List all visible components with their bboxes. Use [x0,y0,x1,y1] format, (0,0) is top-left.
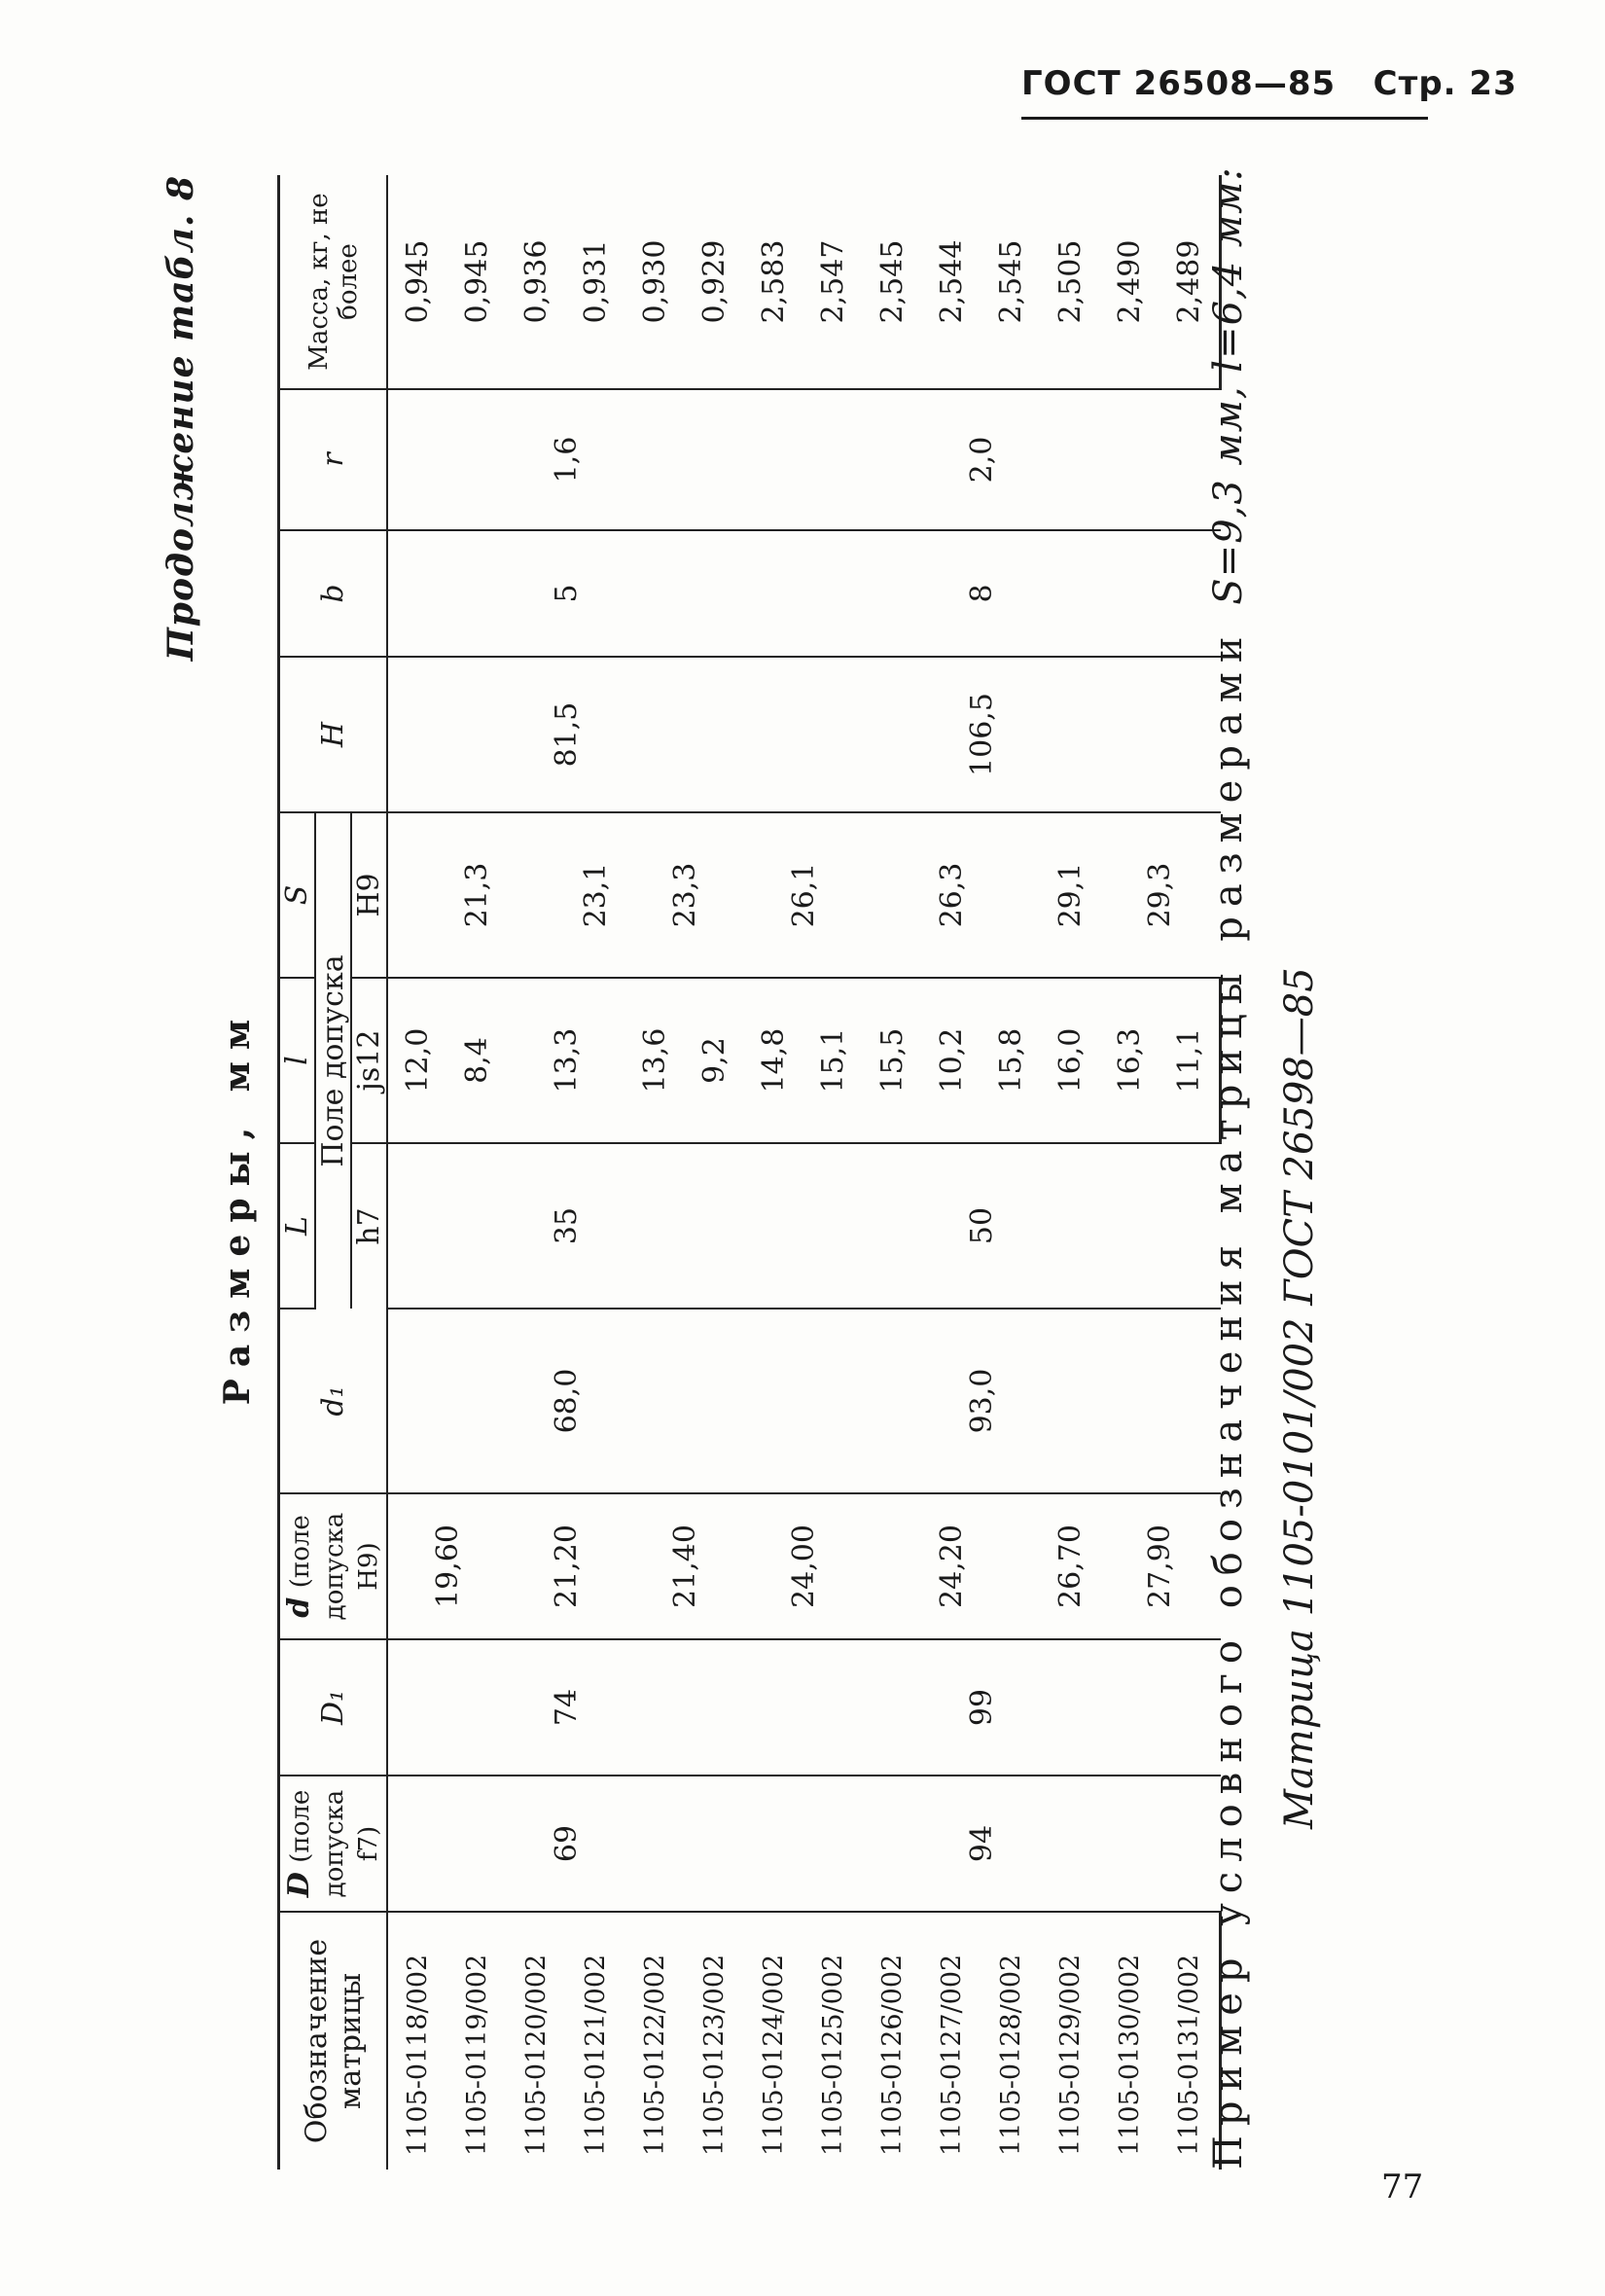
H-cell: 81,5 [387,657,744,812]
H-cell: 106,5 [744,657,1221,812]
L-cell: 35 [387,1143,744,1309]
table-continuation-label: Продолжение табл. 8 [160,175,201,662]
b-cell: 8 [744,530,1221,657]
header-S-tolerance: H9 [351,812,387,978]
d1-cell: 68,0 [387,1309,744,1493]
designation-cell: 1105-0125/002 [818,1954,848,2156]
l-cell: 16,0 [1041,978,1100,1143]
b-cell: 5 [387,530,744,657]
header-mass: Масса, кг, не более [279,175,388,389]
mass-cell: 2,545 [981,175,1041,389]
designation-cell: 1105-0128/002 [996,1954,1026,2156]
mass-cell: 2,544 [922,175,981,389]
page-header [1021,64,1517,103]
l-cell: 13,3 [507,978,625,1143]
designation-cell: 1105-0120/002 [521,1954,552,2156]
mass-cell: 0,945 [447,175,507,389]
l-cell: 10,2 [922,978,981,1143]
designation-cell: 1105-0119/002 [462,1954,492,2156]
mass-cell: 2,583 [744,175,803,389]
D-cell: 69 [387,1776,744,1912]
mass-cell: 2,545 [863,175,922,389]
D1-cell: 74 [387,1639,744,1776]
mass-cell: 0,929 [685,175,744,389]
l-cell: 16,3 [1100,978,1159,1143]
mass-cell: 2,490 [1100,175,1159,389]
header-l: l [279,978,316,1143]
standard-number: ГОСТ 26508—85 [1021,64,1337,103]
S-cell: 29,3 [1100,812,1221,978]
header-S: S [279,812,316,978]
example-formula: S=9,3 мм, l=6,4 мм: [1206,166,1251,605]
example-designation: Матрица 1105-0101/002 ГОСТ 26598—85 [1277,967,1322,1829]
d-cell: 19,60 [387,1493,507,1639]
header-r: r [279,389,388,530]
l-cell: 14,8 [744,978,803,1143]
example-line [1206,166,1251,2170]
header-l-tolerance: js12 [351,978,387,1143]
L-cell: 50 [744,1143,1221,1309]
header-rule [1021,117,1428,120]
r-cell: 1,6 [387,389,744,530]
designation-cell: 1105-0131/002 [1159,1912,1221,2170]
header-b: b [279,530,388,657]
page-number: 77 [1381,2168,1424,2206]
mass-cell: 0,936 [507,175,566,389]
l-cell: 9,2 [685,978,744,1143]
d-cell: 24,20 [863,1493,1041,1639]
l-cell: 13,6 [625,978,685,1143]
header-H: H [279,657,388,812]
mass-cell: 2,489 [1159,175,1221,389]
header-d: d (поле допуска H9) [279,1493,388,1639]
D-cell: 94 [744,1776,1221,1912]
header-tolerance-field: Поле допуска [315,812,351,1309]
table-row [387,175,447,2170]
mass-cell: 0,931 [566,175,625,389]
header-designation: Обозначение матрицы [279,1912,388,2170]
designation-cell: 1105-0129/002 [1055,1954,1086,2156]
l-cell: 15,5 [863,978,922,1143]
designation-cell: 1105-0121/002 [581,1954,611,2156]
designation-cell: 1105-0127/002 [937,1954,967,2156]
header-d1: d₁ [279,1309,388,1493]
mass-cell: 0,945 [387,175,447,389]
table-row [744,175,803,2170]
S-cell: 23,3 [625,812,744,978]
designation-cell: 1105-0126/002 [877,1954,908,2156]
l-cell: 12,0 [387,978,447,1143]
r-cell: 2,0 [744,389,1221,530]
S-cell: 26,1 [744,812,863,978]
S-cell: 29,1 [1041,812,1100,978]
d-cell: 21,20 [507,1493,625,1639]
header-D1: D₁ [279,1639,388,1776]
l-cell: 15,8 [981,978,1041,1143]
table-caption: Размеры, мм [217,1007,258,1406]
mass-cell: 2,547 [803,175,863,389]
rotated-page-content [160,166,1425,2170]
d-cell: 27,90 [1100,1493,1221,1639]
header-D: D (поле допуска f7) [279,1776,388,1912]
D1-cell: 99 [744,1639,1221,1776]
designation-cell: 1105-0130/002 [1115,1954,1145,2156]
d-cell: 26,70 [1041,1493,1100,1639]
page-label: Стр. 23 [1373,64,1517,103]
dimensions-table [277,175,1222,2170]
l-cell: 15,1 [803,978,863,1143]
d1-cell: 93,0 [744,1309,1221,1493]
S-cell: 21,3 [387,812,566,978]
header-L: L [279,1143,316,1309]
designation-cell: 1105-0124/002 [759,1954,789,2156]
S-cell: 23,1 [566,812,625,978]
designation-cell: 1105-0118/002 [403,1954,433,2156]
l-cell: 11,1 [1159,978,1221,1143]
d-cell: 24,00 [744,1493,863,1639]
S-cell: 26,3 [863,812,1041,978]
designation-cell: 1105-0122/002 [640,1954,670,2156]
mass-cell: 0,930 [625,175,685,389]
d-cell: 21,40 [625,1493,744,1639]
header-L-tolerance: h7 [351,1143,387,1309]
example-lead: Пример условного обозначения матрицы размерами [1206,627,1251,2170]
l-cell: 8,4 [447,978,507,1143]
mass-cell: 2,505 [1041,175,1100,389]
designation-cell: 1105-0123/002 [699,1954,730,2156]
